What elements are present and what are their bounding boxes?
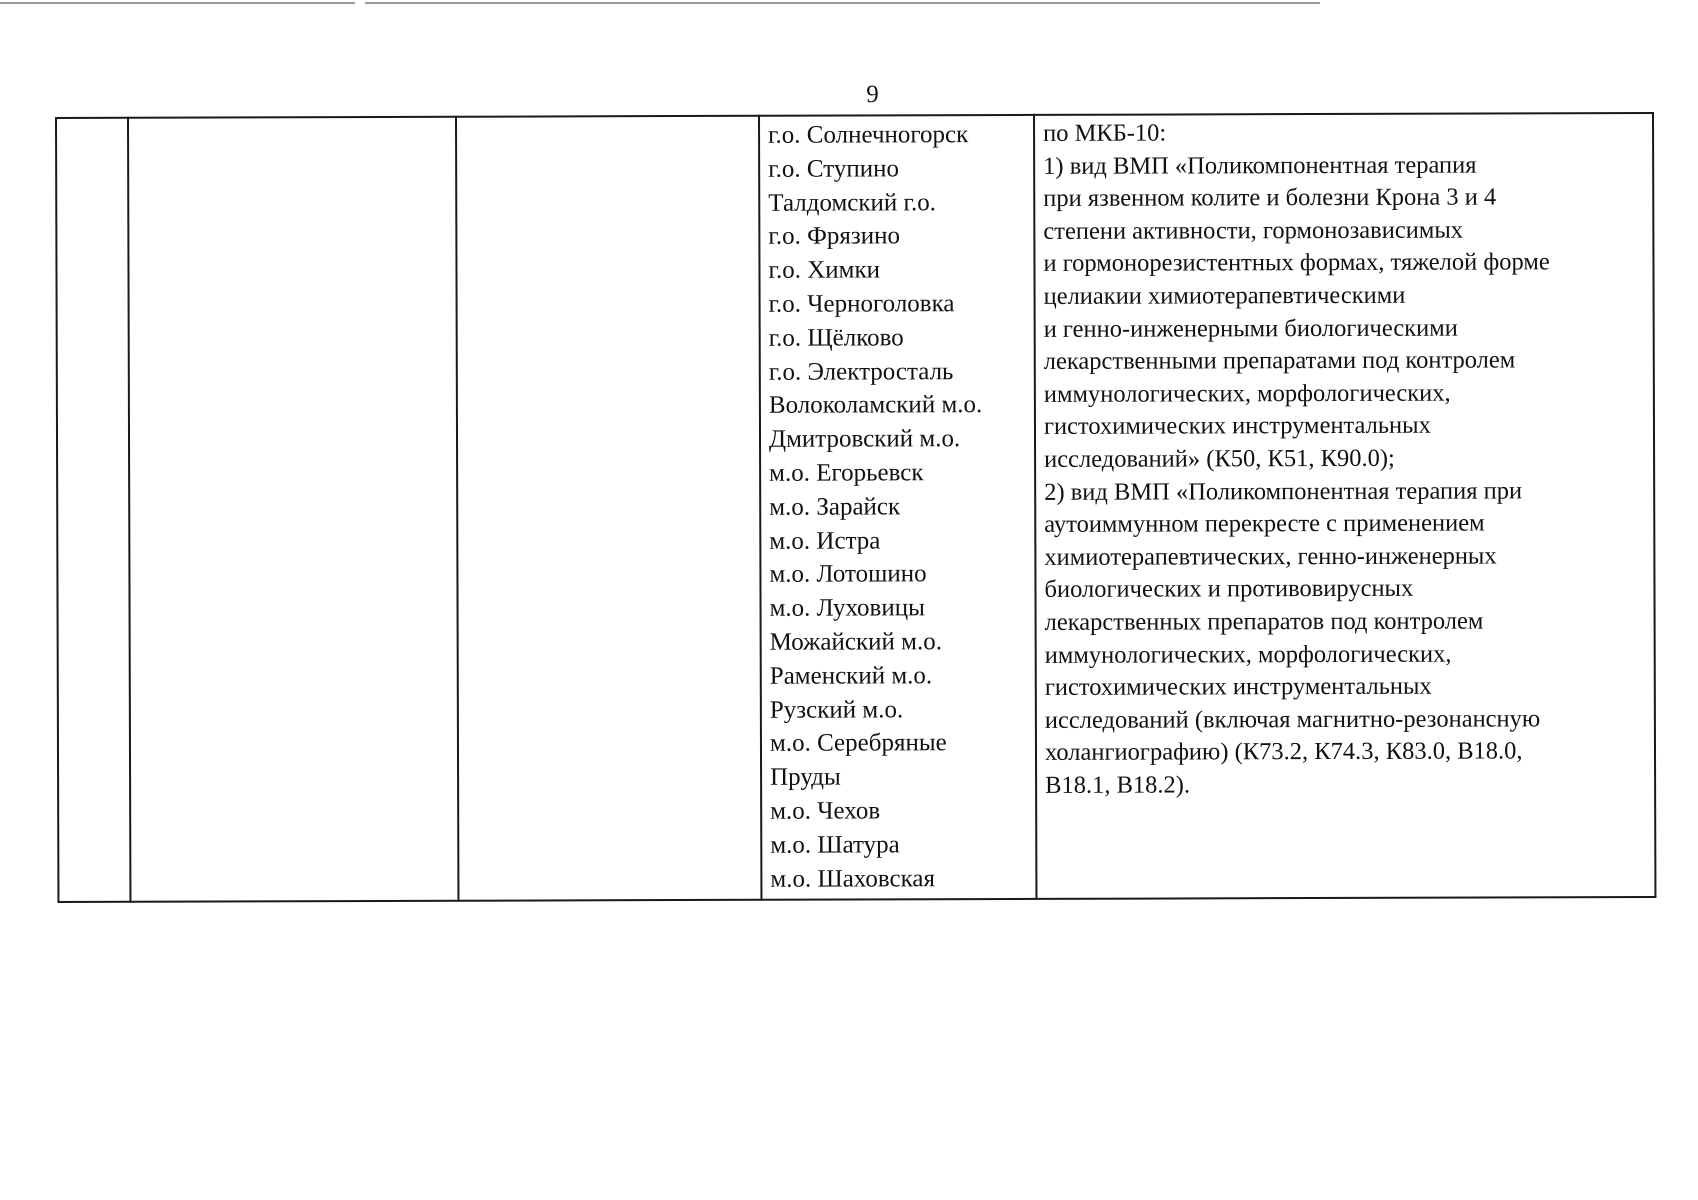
region-item: м.о. Шатура bbox=[770, 831, 900, 859]
treatment-line: химиотерапевтических, генно-инженерных bbox=[1044, 542, 1497, 571]
table-cell-regions bbox=[759, 115, 1036, 900]
region-item: м.о. Серебряные bbox=[769, 729, 947, 758]
treatment-line: гистохимических инструментальных bbox=[1043, 412, 1431, 441]
treatment-line: целиакии химиотерапевтическими bbox=[1043, 281, 1406, 310]
treatment-line: 1) вид ВМП «Поликомпонентная терапия bbox=[1043, 151, 1477, 180]
table-row bbox=[56, 113, 1655, 902]
document-table bbox=[55, 112, 1656, 903]
treatment-line: 2) вид ВМП «Поликомпонентная терапия при bbox=[1044, 476, 1523, 506]
region-item: Пруды bbox=[770, 763, 841, 791]
treatment-line: исследований» (К50, К51, К90.0); bbox=[1044, 444, 1395, 473]
treatment-line: и генно-инженерными биологическими bbox=[1043, 314, 1458, 343]
region-item: г.о. Электросталь bbox=[768, 357, 954, 386]
region-item: Можайский м.о. bbox=[769, 628, 943, 656]
treatment-line: лекарственных препаратов под контролем bbox=[1044, 607, 1484, 636]
scan-edge-line bbox=[0, 2, 355, 4]
table-cell-index bbox=[56, 118, 130, 902]
region-item: г.о. Черноголовка bbox=[768, 290, 955, 318]
region-item: Дмитровский м.о. bbox=[768, 425, 961, 453]
page-number: 9 bbox=[866, 81, 879, 108]
region-item: г.о. Солнечногорск bbox=[768, 121, 969, 149]
region-item: м.о. Луховицы bbox=[769, 594, 925, 622]
treatment-line: холангиографию) (К73.2, К74.3, К83.0, В18.0, bbox=[1044, 737, 1523, 767]
treatment-line: биологических и противовирусных bbox=[1044, 575, 1414, 604]
region-item: г.о. Ступино bbox=[768, 155, 899, 183]
treatment-line: степени активности, гормонозависимых bbox=[1043, 216, 1464, 245]
region-item: Талдомский г.о. bbox=[768, 188, 937, 217]
region-item: м.о. Лотошино bbox=[769, 560, 927, 589]
region-item: Волоколамский м.о. bbox=[768, 391, 983, 420]
treatment-paragraph bbox=[1043, 116, 1648, 802]
treatment-line: аутоиммунном перекресте с применением bbox=[1044, 509, 1485, 539]
treatment-line: гистохимических инструментальных bbox=[1044, 672, 1432, 701]
treatment-line: лекарственными препаратами под контролем bbox=[1043, 346, 1516, 376]
treatment-line: при язвенном колите и болезни Крона 3 и 4 bbox=[1043, 183, 1497, 213]
treatment-line: иммунологических, морфологических, bbox=[1043, 379, 1451, 408]
region-item: Раменский м.о. bbox=[769, 661, 933, 690]
treatment-line: и гормонорезистентных формах, тяжелой форме bbox=[1043, 248, 1550, 278]
region-item: м.о. Егорьевск bbox=[769, 459, 924, 487]
region-item: г.о. Фрязино bbox=[768, 222, 900, 251]
table-cell-empty bbox=[128, 117, 458, 902]
scan-edge-line bbox=[365, 2, 1320, 4]
treatment-line: по МКБ-10: bbox=[1043, 119, 1167, 147]
region-item: м.о. Шаховская bbox=[770, 864, 936, 893]
region-item: г.о. Щёлково bbox=[768, 324, 904, 352]
table-cell-empty bbox=[456, 116, 761, 901]
region-item: г.о. Химки bbox=[768, 256, 880, 284]
treatment-line: исследований (включая магнитно-резонансную bbox=[1044, 705, 1541, 734]
treatment-line: иммунологических, морфологических, bbox=[1044, 640, 1452, 669]
region-item: м.о. Истра bbox=[769, 526, 881, 555]
table-cell-treatment bbox=[1034, 113, 1655, 899]
region-item: м.о. Чехов bbox=[770, 797, 881, 825]
region-item: Рузский м.о. bbox=[769, 695, 904, 724]
region-item: м.о. Зарайск bbox=[769, 493, 901, 521]
treatment-description bbox=[1035, 114, 1654, 802]
treatment-line: В18.1, В18.2). bbox=[1045, 771, 1191, 799]
region-list bbox=[760, 116, 1035, 896]
